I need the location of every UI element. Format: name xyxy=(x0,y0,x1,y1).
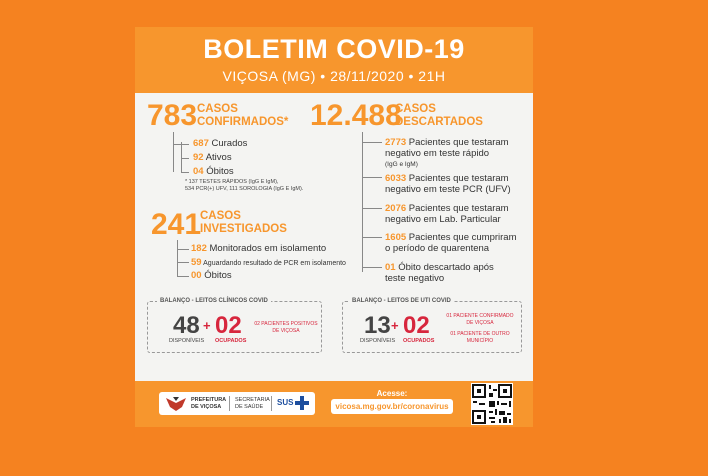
tree-branch xyxy=(177,262,189,263)
investigated-label-line2: INVESTIGADOS xyxy=(200,223,287,235)
confirmed-item-curados: 687 Curados xyxy=(193,138,248,149)
confirmed-note-2: 534 PCR(+) UFV, 111 SOROLOGIA (IgG E IgM). xyxy=(185,186,304,192)
confirmed-tree-line xyxy=(173,132,174,172)
uti-available-number: 13 xyxy=(364,312,391,339)
confirmed-label xyxy=(197,103,288,129)
plus-icon: + xyxy=(203,318,211,333)
investigated-label xyxy=(200,210,287,236)
investigated-number: 241 xyxy=(151,208,202,241)
confirmed-item-ativos: 92 Ativos xyxy=(193,152,232,163)
prefeitura-logo-icon xyxy=(165,395,187,412)
logo-divider xyxy=(271,396,272,411)
bulletin-title: BOLETIM COVID-19 xyxy=(203,34,465,64)
clinical-available-label: DISPONÍVEIS xyxy=(169,338,205,344)
tree-branch xyxy=(177,249,189,250)
investigated-item-aguardando: 59 Aguardando resultado de PCR em isolamento xyxy=(191,257,346,268)
tree-branch xyxy=(362,142,382,143)
plus-icon: + xyxy=(391,318,399,333)
clinical-note: 02 PACIENTES POSITIVOS DE VIÇOSA xyxy=(254,321,318,334)
sus-text: SUS xyxy=(277,398,294,407)
clinical-beds-title: BALANÇO - LEITOS CLÍNICOS COVID xyxy=(157,298,271,304)
uti-occupied-number: 02 xyxy=(403,312,430,339)
tree-branch xyxy=(362,177,382,178)
website-link[interactable]: vicosa.mg.gov.br/coronavirus xyxy=(331,399,453,414)
tree-branch xyxy=(362,267,382,268)
qr-code-icon xyxy=(471,383,513,425)
discarded-tree-line xyxy=(362,132,363,272)
discarded-item-pcr: 6033 Pacientes que testaram negativo em teste PCR (UFV) xyxy=(385,173,511,195)
discarded-label xyxy=(395,103,483,129)
investigated-item-monitorados: 182 Monitorados em isolamento xyxy=(191,243,327,254)
tree-branch xyxy=(362,237,382,238)
uti-note: 01 PACIENTE CONFIRMADO DE VIÇOSA 01 PACIENTE DE OUTRO MUNICÍPIO xyxy=(446,313,514,344)
discarded-label-line1: CASOS xyxy=(395,103,436,115)
investigated-tree-line xyxy=(177,240,178,276)
discarded-label-line2: DESCARTADOS xyxy=(395,116,483,128)
bulletin-header xyxy=(135,27,533,93)
confirmed-number: 783 xyxy=(147,99,198,132)
discarded-number: 12.488 xyxy=(310,99,402,132)
confirmed-label-line2: CONFIRMADOS* xyxy=(197,116,289,128)
uti-beds-title: BALANÇO - LEITOS DE UTI COVID xyxy=(349,298,454,304)
prefeitura-text: PREFEITURA DE VIÇOSA xyxy=(191,397,227,410)
logo-divider xyxy=(229,396,230,411)
confirmed-item-obitos: 04 Óbitos xyxy=(193,166,234,177)
discarded-item-quarentena: 1605 Pacientes que cumpriram o período de quarentena xyxy=(385,232,517,254)
clinical-occupied-label: OCUPADOS xyxy=(215,338,247,344)
uti-occupied-label: OCUPADOS xyxy=(403,338,435,344)
discarded-item-obito: 01 Óbito descartado após teste negativo xyxy=(385,262,494,284)
investigated-label-line1: CASOS xyxy=(200,210,241,222)
clinical-available-number: 48 xyxy=(173,312,200,339)
uti-available-label: DISPONÍVEIS xyxy=(360,338,396,344)
discarded-item-rapid: 2773 Pacientes que testaram negativo em teste rápido (IgG e IgM) xyxy=(385,137,509,168)
acesse-label: Acesse: xyxy=(376,389,408,398)
bulletin-subtitle: VIÇOSA (MG) • 28/11/2020 • 21H xyxy=(222,68,446,84)
discarded-item-lab: 2076 Pacientes que testaram negativo em Lab. Particular xyxy=(385,203,509,225)
tree-branch xyxy=(181,158,189,159)
confirmed-label-line1: CASOS xyxy=(197,103,238,115)
bulletin-card xyxy=(135,27,533,427)
sus-cross-icon xyxy=(295,396,309,410)
bulletin-footer xyxy=(135,381,533,427)
clinical-occupied-number: 02 xyxy=(215,312,242,339)
tree-branch xyxy=(173,144,189,145)
tree-branch xyxy=(181,172,189,173)
logos-strip xyxy=(159,392,315,415)
confirmed-note-1: * 137 TESTES RÁPIDOS (IgG E IgM), xyxy=(185,179,279,185)
tree-branch xyxy=(362,208,382,209)
tree-branch xyxy=(177,276,189,277)
confirmed-tree-line-2 xyxy=(181,142,182,172)
secretaria-text: SECRETARIA DE SAÚDE xyxy=(235,397,270,410)
investigated-item-obitos: 00 Óbitos xyxy=(191,270,232,281)
